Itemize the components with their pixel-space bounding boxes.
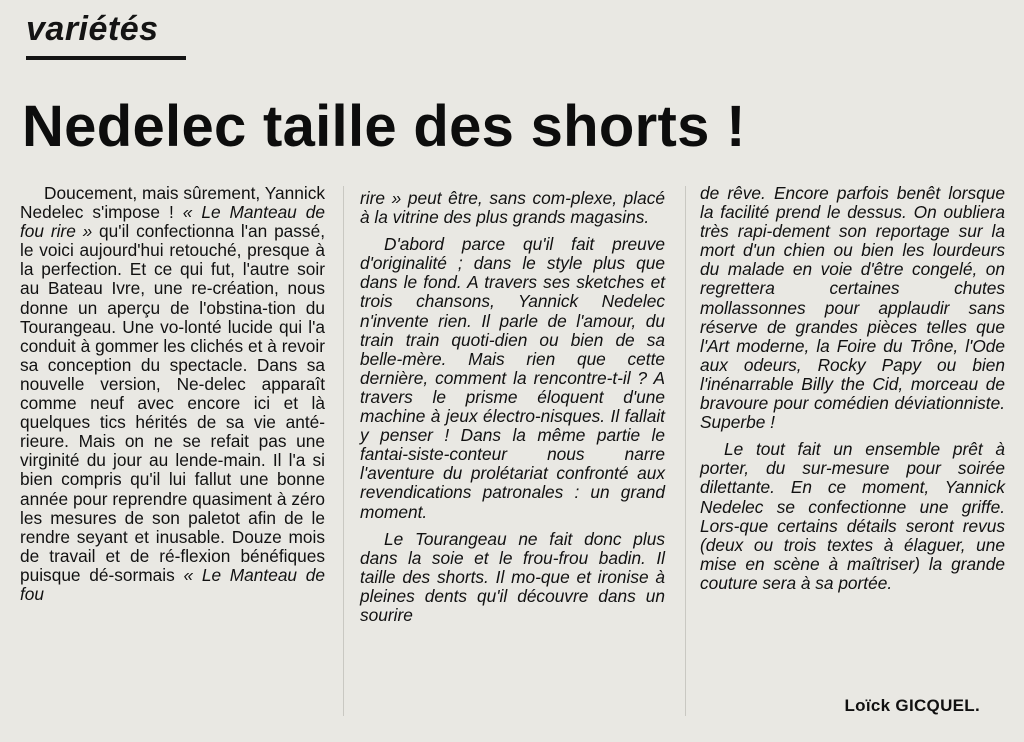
author-signature: Loïck GICQUEL. (844, 696, 980, 715)
column-divider (343, 186, 344, 716)
text-run: Le Tourangeau ne fait donc plus dans la soie et le frou-frou badin. Il taille des shorts. Il mo-que et ironise à pleines dents qu'il découvre dans un sourire (360, 528, 665, 625)
column-divider (685, 186, 686, 716)
article-paragraph (700, 440, 1005, 593)
article-column-2 (360, 189, 665, 625)
article-column-1 (20, 184, 325, 604)
article-headline: Nedelec taille des shorts ! (22, 94, 746, 159)
article-paragraph (700, 184, 1005, 432)
text-run: qu'il confectionna l'an passé, le voici aujourd'hui retouché, presque à la perfection. Et ce qui fut, l'autre soir au Bateau Ivre, une re-création, nous donne un aperçu de l'obstina-tion du Tourangeau. Une vo-lonté lucide qui l'a conduit à gommer les clichés et à revoir sa conception du spectacle. Dans sa nouvelle version, Ne-delec apparaît comme neuf avec encore ici et là quelques tics hérités de sa vie anté-rieure. Mais on ne se refait pas une virginité du jour au lende-main. Il l'a si bien compris qu'il lui fallut une bonne année pour reprendre quasiment à zéro les mesures de son paletot afin de le rendre seyant et inusable. Douze mois de travail et de ré-flexion bénéfiques puisque dé-sormais (20, 221, 325, 585)
article-paragraph (360, 189, 665, 227)
text-run: de rêve. Encore parfois benêt lorsque la facilité prend le dessus. On oubliera très rapi-dement son reportage sur la mort d'un chien ou bien les lourdeurs du malade en voie d'être congelé, on regrettera certaines chutes mollassonnes pour applaudir sans réserve de grandes pièces telles que l'Art moderne, la Foire du Trône, l'Ode aux odeurs, Rocky Papy ou bien l'inénarrable Billy the Cid, morceau de bravoure pour comédien déviationniste. Superbe ! (700, 183, 1005, 433)
text-run: « Le Manteau de fou rire » (20, 202, 325, 242)
text-run: D'abord parce qu'il fait preuve d'originalité ; dans le style plus que dans le fond. A travers ses sketches et trois chansons, Yannick Nedelec n'invente rien. Il parle de l'amour, du train train quoti-dien ou bien de sa belle-mère. Mais rien que cette dernière, comment la rencontre-t-il ? A travers le prisme éloquent d'une machine à jeux électro-nisques. Il fallait y penser ! Dans la même partie le fantai-siste-conteur nous narre l'aventure du prolétariat confronté aux revendications patronales : un grand moment. (360, 234, 665, 522)
article-paragraph (20, 184, 325, 604)
article-paragraph (360, 530, 665, 625)
text-run: Le tout fait un ensemble prêt à porter, du sur-mesure pour soirée dilettante. En ce moment, Yannick Nedelec se confectionne une griffe. Lors-que certains détails seront revus (deux ou trois textes à élaguer, une mise en scène à maîtriser) la grande couture sera à sa portée. (700, 439, 1005, 593)
article-column-3 (700, 184, 1005, 593)
text-run: peut être, sans com-plexe, placé à la vitrine des plus grands magasins. (360, 188, 665, 228)
rubric-underline (26, 56, 186, 60)
text-run: rire » (360, 188, 402, 208)
text-run: Doucement, mais sûrement, Yannick Nedelec s'impose ! (20, 183, 325, 223)
text-run: « Le Manteau de fou (20, 564, 325, 604)
article-paragraph (360, 235, 665, 521)
section-rubric: variétés (26, 10, 159, 48)
